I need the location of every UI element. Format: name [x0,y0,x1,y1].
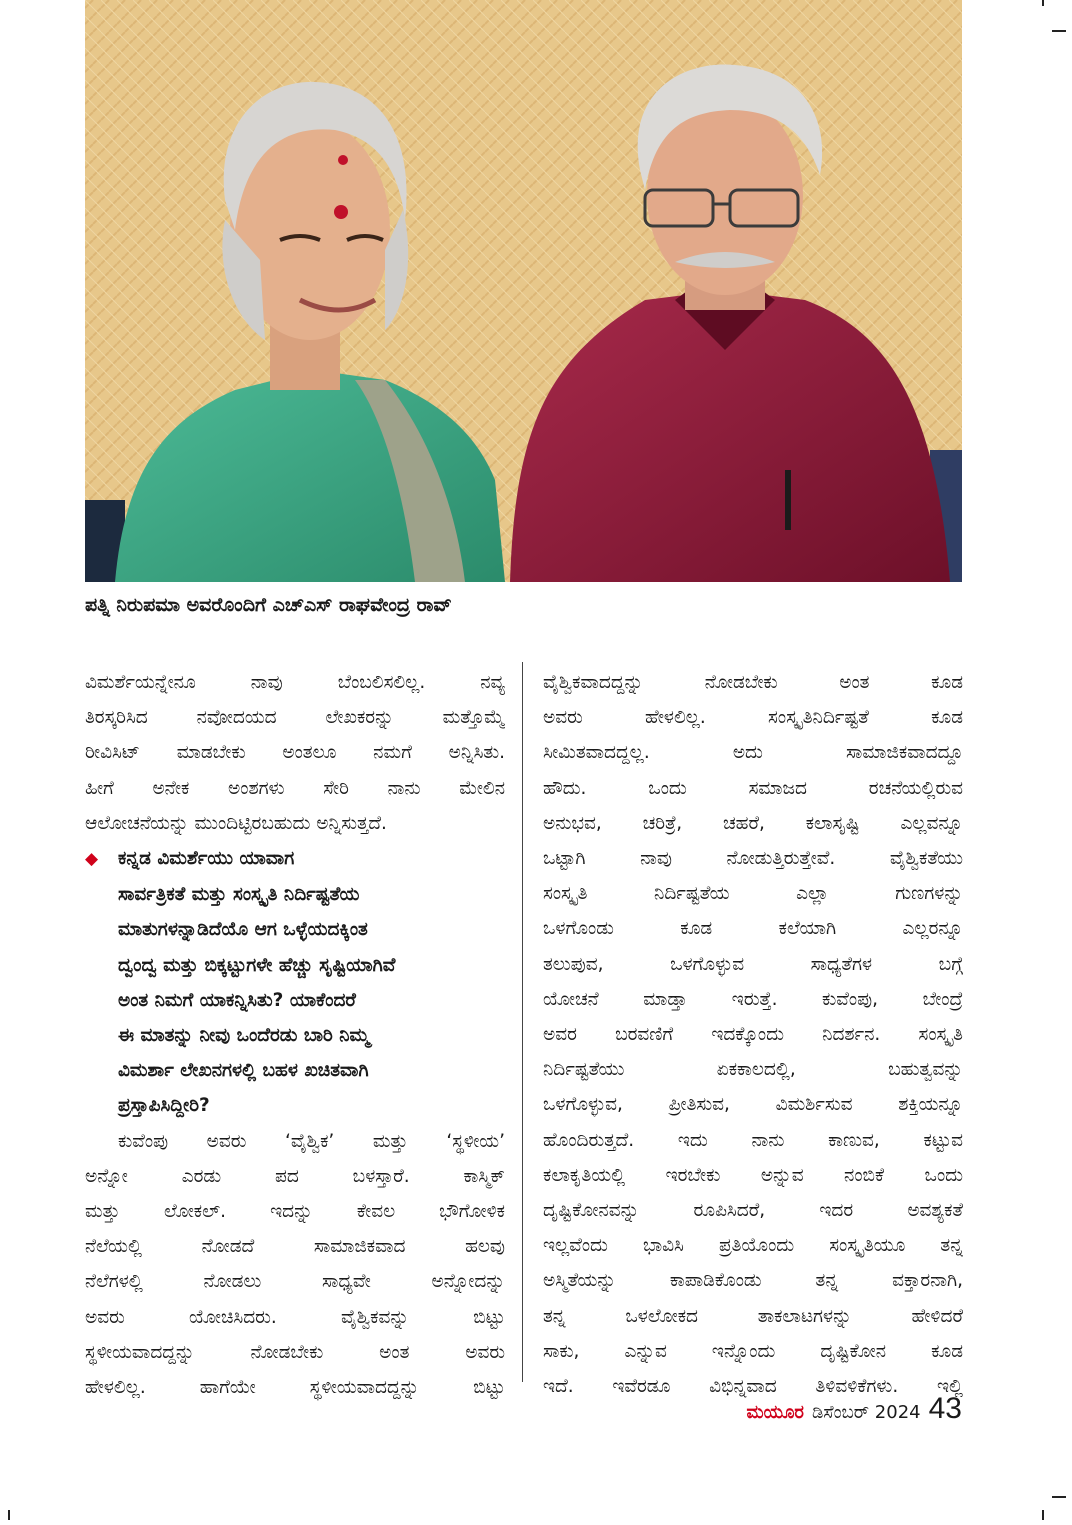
text-line: ಸೀಮಿತವಾದದ್ದಲ್ಲ. ಅದು ಸಾಮಾಜಿಕವಾದದ್ದೂ [543,742,963,764]
text-line: ಅವರು ಯೋಚಿಸಿದರು. ವೈಶ್ವಿಕವನ್ನು ಬಿಟ್ಟು [85,1306,505,1328]
text-line: ಸಂಸ್ಕೃತಿ ನಿರ್ದಿಷ್ಟತೆಯ ಎಲ್ಲಾ ಗುಣಗಳನ್ನು [543,883,963,905]
magazine-logo: ಮಯೂರ [746,1402,804,1423]
text-line: ಒಳಗೊಂಡು ಕೂಡ ಕಲೆಯಾಗಿ ಎಲ್ಲರನ್ನೂ [543,918,963,940]
text-line: ವಿಮರ್ಶೆಯನ್ನೇನೂ ನಾವು ಬೆಂಬಲಿಸಲಿಲ್ಲ. ನವ್ಯ [85,672,505,693]
question-line: ವಿಮರ್ಶಾ ಲೇಖನಗಳಲ್ಲಿ ಬಹಳ ಖಚಿತವಾಗಿ [118,1060,369,1082]
page-number: 43 [928,1392,962,1425]
question-line: ದ್ವಂದ್ವ ಮತ್ತು ಬಿಕ್ಕಟ್ಟುಗಳೇ ಹೆಚ್ಚು ಸೃಷ್ಟಿಯಾಗಿವೆ [118,954,396,976]
text-line: ನಿರ್ದಿಷ್ಟತೆಯು ಏಕಕಾಲದಲ್ಲಿ, ಬಹುತ್ವವನ್ನು [543,1059,963,1081]
text-line: ಮತ್ತು ಲೋಕಲ್. ಇದನ್ನು ಕೇವಲ ಭೌಗೋಳಿಕ [85,1201,505,1223]
question-line: ಅಂತ ನಿಮಗೆ ಯಾಕನ್ನಿಸಿತು? ಯಾಕೆಂದರೆ [118,989,356,1011]
text-line: ರೀವಿಸಿಟ್ ಮಾಡಬೇಕು ಅಂತಲೂ ನಮಗೆ ಅನ್ನಿಸಿತು. [85,742,505,764]
issue-date: ಡಿಸೆಂಬರ್ 2024 [811,1402,921,1423]
question-line: ಈ ಮಾತನ್ನು ನೀವು ಒಂದೆರಡು ಬಾರಿ ನಿಮ್ಮ [118,1025,370,1047]
text-line: ದೃಷ್ಟಿಕೋನವನ್ನು ರೂಪಿಸಿದರೆ, ಇದರ ಅವಶ್ಯಕತೆ [543,1200,963,1222]
text-line: ಆಲೋಚನೆಯನ್ನು ಮುಂದಿಟ್ಟಿರಬಹುದು ಅನ್ನಿಸುತ್ತದೆ. [85,812,387,834]
text-line: ಒಳಗೊಳ್ಳುವ, ಪ್ರೀತಿಸುವ, ವಿಮರ್ಶಿಸುವ ಶಕ್ತಿಯನ್ನೂ [543,1094,963,1116]
text-line: ಅನುಭವ, ಚರಿತ್ರೆ, ಚಹರೆ, ಕಲಾಸೃಷ್ಟಿ ಎಲ್ಲವನ್ನೂ [543,812,963,834]
crop-mark-bottom-right [1042,1510,1044,1520]
text-line: ಅವರು ಹೇಳಲಿಲ್ಲ. ಸಂಸ್ಕೃತಿನಿರ್ದಿಷ್ಟತೆ ಕೂಡ [543,707,963,729]
photo-caption: ಪತ್ನಿ ನಿರುಪಮಾ ಅವರೊಂದಿಗೆ ಎಚ್‌ಎಸ್‌ ರಾಘವೇಂದ್ರ ರಾವ್ [85,594,452,616]
interview-question-start [85,841,505,877]
text-line: ಇಲ್ಲವೆಂದು ಭಾವಿಸಿ ಪ್ರತಿಯೊಂದು ಸಂಸ್ಕೃತಿಯೂ ತನ್ನ [543,1235,963,1257]
text-line: ಕಲಾಕೃತಿಯಲ್ಲಿ ಇರಬೇಕು ಅನ್ನುವ ನಂಬಿಕೆ ಒಂದು [543,1164,963,1186]
text-line: ತಿರಸ್ಕರಿಸಿದ ನವೋದಯದ ಲೇಖಕರನ್ನು ಮತ್ತೊಮ್ಮೆ [85,707,505,729]
column-divider [522,662,523,1382]
text-line: ತಲುಪುವ, ಒಳಗೊಳ್ಳುವ ಸಾಧ್ಯತೆಗಳ ಬಗ್ಗೆ [543,953,963,975]
text-line: ಸ್ಥಳೀಯವಾದದ್ದನ್ನು ನೋಡಬೇಕು ಅಂತ ಅವರು [85,1341,505,1363]
text-line: ಹೀಗೆ ಅನೇಕ ಅಂಶಗಳು ಸೇರಿ ನಾನು ಮೇಲಿನ [85,777,505,799]
text-line: ಹೌದು. ಒಂದು ಸಮಾಜದ ರಚನೆಯಲ್ಲಿರುವ [543,777,963,799]
crop-mark-top-right-h [1052,30,1066,32]
text-line: ಹೇಳಲಿಲ್ಲ. ಹಾಗೆಯೇ ಸ್ಥಳೀಯವಾದದ್ದನ್ನು ಬಿಟ್ಟು [85,1377,505,1399]
text-line: ವೈಶ್ವಿಕವಾದದ್ದನ್ನು ನೋಡಬೇಕು ಅಂತ ಕೂಡ [543,672,963,693]
text-line: ಅವರ ಬರವಣಿಗೆ ಇದಕ್ಕೊಂದು ನಿದರ್ಶನ. ಸಂಸ್ಕೃತಿ [543,1024,963,1046]
text-line: ಅಸ್ಮಿತೆಯನ್ನು ಕಾಪಾಡಿಕೊಂಡು ತನ್ನ ವಕ್ತಾರನಾಗಿ, [543,1270,963,1292]
article-column-right [543,665,963,1404]
page-footer [747,1392,962,1432]
text-line: ಹೊಂದಿರುತ್ತದೆ. ಇದು ನಾನು ಕಾಣುವ, ಕಟ್ಟುವ [543,1129,963,1151]
diamond-bullet-icon: ◆ [85,849,99,870]
text-line: ಸಾಕು, ಎನ್ನುವ ಇನ್ನೊಂದು ದೃಷ್ಟಿಕೋನ ಕೂಡ [543,1340,963,1362]
question-line: ಮಾತುಗಳನ್ನಾಡಿದೆಯೊ ಆಗ ಒಳ್ಳೆಯದಕ್ಕಿಂತ [118,919,368,941]
text-line: ಇದೆ. ಇವೆರಡೂ ವಿಭಿನ್ನವಾದ ತಿಳಿವಳಿಕೆಗಳು. ಇಲ್ಲಿ [543,1376,963,1398]
text-line: ಒಟ್ಟಾಗಿ ನಾವು ನೋಡುತ್ತಿರುತ್ತೇವೆ. ವೈಶ್ವಿಕತೆಯು [543,848,963,870]
text-line: ಅನ್ನೋ ಎರಡು ಪದ ಬಳಸ್ತಾರೆ. ಕಾಸ್ಮಿಕ್ [85,1165,505,1187]
text-line: ಕುವೆಂಪು ಅವರು ‘ವೈಶ್ವಿಕ’ ಮತ್ತು ‘ಸ್ಥಳೀಯ’ [118,1130,505,1152]
question-line: ಪ್ರಸ್ತಾಪಿಸಿದ್ದೀರಿ? [118,1095,210,1117]
crop-mark-bottom-left [8,1510,10,1520]
question-line: ಸಾರ್ವತ್ರಿಕತೆ ಮತ್ತು ಸಂಸ್ಕೃತಿ ನಿರ್ದಿಷ್ಟತೆಯ [118,884,360,906]
article-photo [85,0,962,582]
text-line: ತನ್ನ ಒಳಲೋಕದ ತಾಕಲಾಟಗಳನ್ನು ಹೇಳಿದರೆ [543,1305,963,1327]
article-column-left [85,665,505,1405]
question-line: ಕನ್ನಡ ವಿಮರ್ಶೆಯು ಯಾವಾಗ [118,848,295,870]
crop-mark-top-right [1042,0,1044,6]
crop-mark-bottom-right-h [1052,1496,1066,1498]
text-line: ಯೋಚನೆ ಮಾಡ್ತಾ ಇರುತ್ತೆ. ಕುವೆಂಪು, ಬೇಂದ್ರೆ [543,988,963,1010]
text-line: ನೆಲೆಯಲ್ಲಿ ನೋಡದೆ ಸಾಮಾಜಿಕವಾದ ಹಲವು [85,1236,505,1258]
text-line: ನೆಲೆಗಳಲ್ಲಿ ನೋಡಲು ಸಾಧ್ಯವೇ ಅನ್ನೋದನ್ನು [85,1271,505,1293]
